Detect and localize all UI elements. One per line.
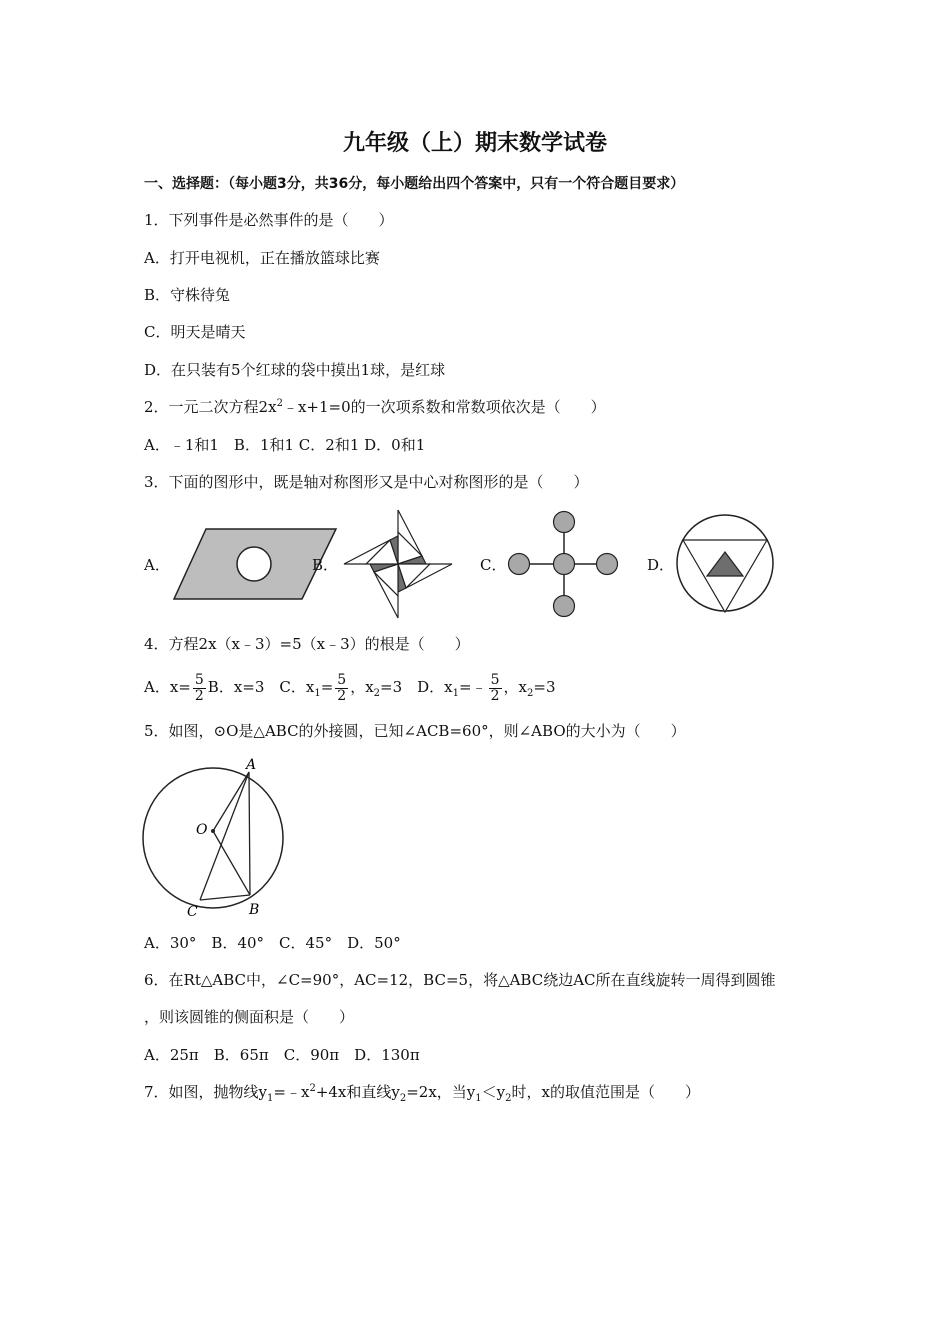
q4-fraction-a-den: 2 [194, 687, 204, 704]
q7-p1: 7．如图，抛物线y [144, 1083, 268, 1101]
question-6-stem-2: ，则该圆锥的侧面积是（ ） [144, 1008, 355, 1026]
q7-s4: 1 [475, 1093, 482, 1104]
question-1-option-d: D．在只装有5个红球的袋中摸出1球，是红球 [144, 361, 446, 379]
q7-s1: 1 [267, 1093, 274, 1104]
q3-label-d: D． [647, 556, 675, 574]
question-6-stem-1: 6．在Rt△ABC中，∠C=90°，AC=12，BC=5，将△ABC绕边AC所在直线旋转一周得到圆锥 [144, 971, 776, 989]
q3-label-a: A． [144, 556, 170, 574]
q2-stem-pre: 2．一元二次方程2x [144, 398, 277, 416]
q4-comma-x2: ，x [350, 678, 374, 696]
q2-stem-post: ﹣x+1=0的一次项系数和常数项依次是（ ） [282, 398, 606, 416]
q7-p6: 时，x的取值范围是（ ） [511, 1083, 700, 1101]
question-1-option-c: C．明天是晴天 [144, 323, 246, 341]
q4-fraction-a [193, 673, 206, 704]
section-heading: 一、选择题：（每小题3分，共36分，每小题给出四个答案中，只有一个符合题目要求） [144, 176, 685, 192]
q4-sub2b: 2 [527, 688, 534, 699]
label-a: A [246, 757, 257, 773]
q7-s3: 2 [399, 1093, 407, 1104]
q7-p3: +4x和直线y [315, 1083, 400, 1101]
q7-s2: 2 [309, 1083, 316, 1094]
q4-fraction-c-den: 2 [337, 687, 347, 704]
q4-eq-neg: =﹣ [459, 678, 487, 696]
q4-eq3: =3 D．x [380, 678, 453, 696]
label-b: B [249, 902, 260, 918]
question-2-options: A．﹣1和1 B．1和1 C．2和1 D．0和1 [144, 436, 426, 454]
q4-a-pre: A．x= [144, 678, 191, 696]
figure-circumcircle [140, 754, 290, 920]
question-3-stem: 3．下面的图形中，既是轴对称图形又是中心对称图形的是（ ） [144, 473, 589, 491]
question-2-stem [144, 397, 606, 417]
q3-label-c: C． [480, 556, 507, 574]
question-7-stem [144, 1082, 700, 1102]
q4-b: B．x=3 C．x [207, 678, 315, 696]
question-4-options [144, 667, 556, 707]
q4-fraction-c-num: 5 [337, 671, 347, 688]
q4-sub2: 2 [373, 688, 381, 699]
q7-p4: =2x，当y [406, 1083, 476, 1101]
q7-p5: ＜y [481, 1083, 506, 1101]
q7-p2: =﹣x [273, 1083, 310, 1101]
q4-sub1: 1 [314, 688, 321, 699]
q4-fraction-a-num: 5 [194, 671, 204, 688]
question-1-option-a: A．打开电视机，正在播放篮球比赛 [144, 249, 380, 267]
q4-fraction-c [335, 673, 348, 704]
q4-comma-x2b: ，x [503, 678, 527, 696]
q4-fraction-d [489, 673, 502, 704]
q4-sub1b: 1 [452, 688, 460, 699]
label-o: O [196, 822, 208, 838]
q4-eq3b: =3 [533, 678, 556, 696]
question-4-stem: 4．方程2x（x﹣3）=5（x﹣3）的根是（ ） [144, 635, 470, 653]
q7-s5: 2 [505, 1093, 512, 1104]
q4-fraction-d-den: 2 [490, 687, 500, 704]
q4-eq: = [320, 678, 334, 696]
figure-pinwheel [338, 506, 458, 622]
figure-circle-with-triangles [674, 512, 776, 614]
question-6-options: A．25π B．65π C．90π D．130π [144, 1046, 420, 1064]
question-1-stem: 1．下列事件是必然事件的是（ ） [144, 211, 394, 229]
exam-title: 九年级（上）期末数学试卷 [342, 131, 607, 156]
question-5-stem: 5．如图，⊙O是△ABC的外接圆，已知∠ACB=60°，则∠ABO的大小为（ ） [144, 722, 686, 740]
q2-stem-sup: 2 [276, 398, 283, 409]
figure-cross-of-circles [504, 508, 624, 620]
question-5-options: A．30° B．40° C．45° D．50° [144, 934, 401, 952]
question-1-option-b: B．守株待兔 [144, 286, 231, 304]
q4-fraction-d-num: 5 [490, 671, 500, 688]
q3-label-b: B． [312, 556, 339, 574]
label-c: C [187, 904, 198, 920]
